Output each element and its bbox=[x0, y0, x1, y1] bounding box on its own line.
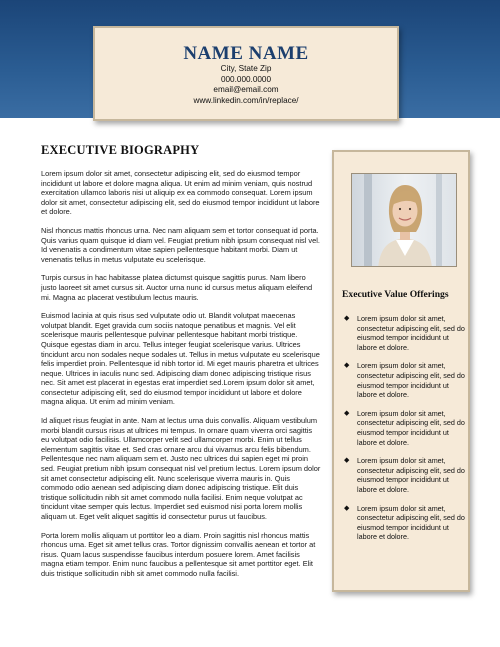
value-offerings-sidebar bbox=[332, 150, 470, 592]
phone-number: 000.000.0000 bbox=[220, 74, 272, 84]
offering-text: Lorem ipsum dolor sit amet, consectetur adipiscing elit, sed do eiusmod tempor incididunt ut labore et dolore. bbox=[357, 361, 465, 400]
sidebar-heading: Executive Value Offerings bbox=[342, 289, 449, 300]
biography-column bbox=[41, 143, 322, 588]
biography-paragraph: Nisl rhoncus mattis rhoncus urna. Nec nam aliquam sem et tortor consequat id porta. Quis varius quam quisque id diam vel. Feugiat pretium nibh ipsum consequat nisl vel. Id venenatis a condimentum vitae sapien pellentesque habitant morbi. Diam ut venenatis tellus in metus vulputate eu scelerisque. bbox=[41, 225, 320, 264]
linkedin-url[interactable]: www.linkedin.com/in/replace/ bbox=[193, 95, 299, 105]
header-card bbox=[93, 26, 399, 121]
diamond-bullet-icon: ◆ bbox=[344, 409, 350, 417]
candidate-name: NAME NAME bbox=[183, 43, 309, 64]
diamond-bullet-icon: ◆ bbox=[344, 362, 350, 370]
diamond-bullet-icon: ◆ bbox=[344, 457, 350, 465]
list-item bbox=[342, 504, 466, 542]
offering-text: Lorem ipsum dolor sit amet, consectetur adipiscing elit, sed do eiusmod tempor incididunt ut labore et dolore. bbox=[357, 314, 465, 352]
list-item bbox=[342, 456, 466, 494]
biography-paragraph: Turpis cursus in hac habitasse platea dictumst quisque sagittis purus. Nam libero justo laoreet sit amet cursus sit. Auctor urna nunc id cursus metus aliquam eleifend mi. Magna ac placerat vestibulum lectus mauris. bbox=[41, 273, 313, 302]
email-address[interactable]: email@email.com bbox=[213, 85, 279, 95]
offerings-list bbox=[342, 314, 466, 551]
offering-text: Lorem ipsum dolor sit amet, consectetur adipiscing elit, sed do eiusmod tempor incididunt ut labore et dolore. bbox=[357, 408, 465, 447]
biography-paragraph: Euismod lacinia at quis risus sed vulputate odio ut. Blandit volutpat maecenas volutpat blandit. Eget gravida cum sociis natoque penatibus et magnis. Vel elit scelerisque mauris pellentesque pulvinar pellentesque habitant morbi tristique. Quisque egestas diam in arcu. Tellus integer feugiat scelerisque varius. Ultrices tincidunt arcu non sodales neque sodales ut. Tellus in metus vulputate eu scelerisque felis imperdiet proin. Pellentesque id nibh tortor id. Mi eget mauris pharetra et ultrices neque. Ultrices in iaculis nunc sed. Adipiscing diam donec adipiscing tristique risus nec. Sit amet est placerat in egestas erat imperdiet sed.Lorem ipsum dolor sit amet, consectetur adipiscing elit, sed do eiusmod tempor incididunt ut labore et dolore magna aliqua. Ut enim ad minim veniam. bbox=[41, 311, 320, 407]
city-state-zip: City, State Zip bbox=[220, 64, 272, 73]
offering-text: Lorem ipsum dolor sit amet, consectetur adipiscing elit, sed do eiusmod tempor incididunt ut labore et dolore. bbox=[357, 456, 465, 494]
profile-photo bbox=[351, 173, 457, 267]
portrait-image bbox=[352, 174, 457, 267]
list-item bbox=[342, 409, 466, 447]
biography-paragraph: Lorem ipsum dolor sit amet, consectetur adipiscing elit, sed do eiusmod tempor incididunt ut labore et dolore magna aliqua. Ut enim ad minim veniam, quis nostrud exercitation ullamco laboris nisi ut aliquip ex ea commodo consequat. Lorem ipsum dolor sit amet, consectetur adipiscing elit, sed do eiusmod tempor incididunt ut labore et dolore. bbox=[41, 169, 320, 217]
list-item bbox=[342, 314, 466, 352]
biography-paragraph: Id aliquet risus feugiat in ante. Nam at lectus urna duis convallis. Aliquam vestibulum morbi blandit cursus risus at ultrices mi tempus. In ornare quam viverra orci sagittis eu volutpat odio facilisis. Ullamcorper velit sed ullamcorper morbi. Enim ut tellus elementum sagittis vitae et. Sed cras ornare arcu dui vivamus arcu felis bibendum. Pellentesque nec nam aliquam sem et. Justo nec ultrices dui sapien eget mi proin sed. Feugiat pretium nibh ipsum consequat nisl vel pretium lectus. Lorem ipsum dolor sit amet consectetur adipiscing elit. Nunc scelerisque viverra mauris in. Quis commodo odio aenean sed adipiscing diam donec adipiscing tristique. Elit duis tristique sollicitudin nibh sit amet commodo nulla facilisi. Enim neque volutpat ac tincidunt vitae semper quis lectus. Imperdiet sed euismod nisi porta lorem mollis aliquam ut. Eget velit aliquet sagittis id consectetur purus ut faucibus. bbox=[41, 416, 321, 521]
diamond-bullet-icon: ◆ bbox=[344, 315, 350, 322]
list-item bbox=[342, 361, 466, 399]
offering-text: Lorem ipsum dolor sit amet, consectetur adipiscing elit, sed do eiusmod tempor incididunt ut labore et dolore. bbox=[357, 503, 465, 542]
section-title: EXECUTIVE BIOGRAPHY bbox=[41, 143, 200, 157]
diamond-bullet-icon: ◆ bbox=[344, 504, 350, 512]
biography-paragraph: Porta lorem mollis aliquam ut porttitor leo a diam. Proin sagittis nisl rhoncus mattis rhoncus urna. Eget sit amet tellus cras. Tortor dignissim convallis aenean et tortor at risus. Quam lacus suspendisse faucibus interdum posuere lorem. Amet facilisis magna etiam tempor. Enim nunc faucibus a pellentesque sit amet porttitor eget. Elit duis tristique sollicitudin nibh sit amet commodo nulla facilisi. bbox=[41, 530, 316, 578]
